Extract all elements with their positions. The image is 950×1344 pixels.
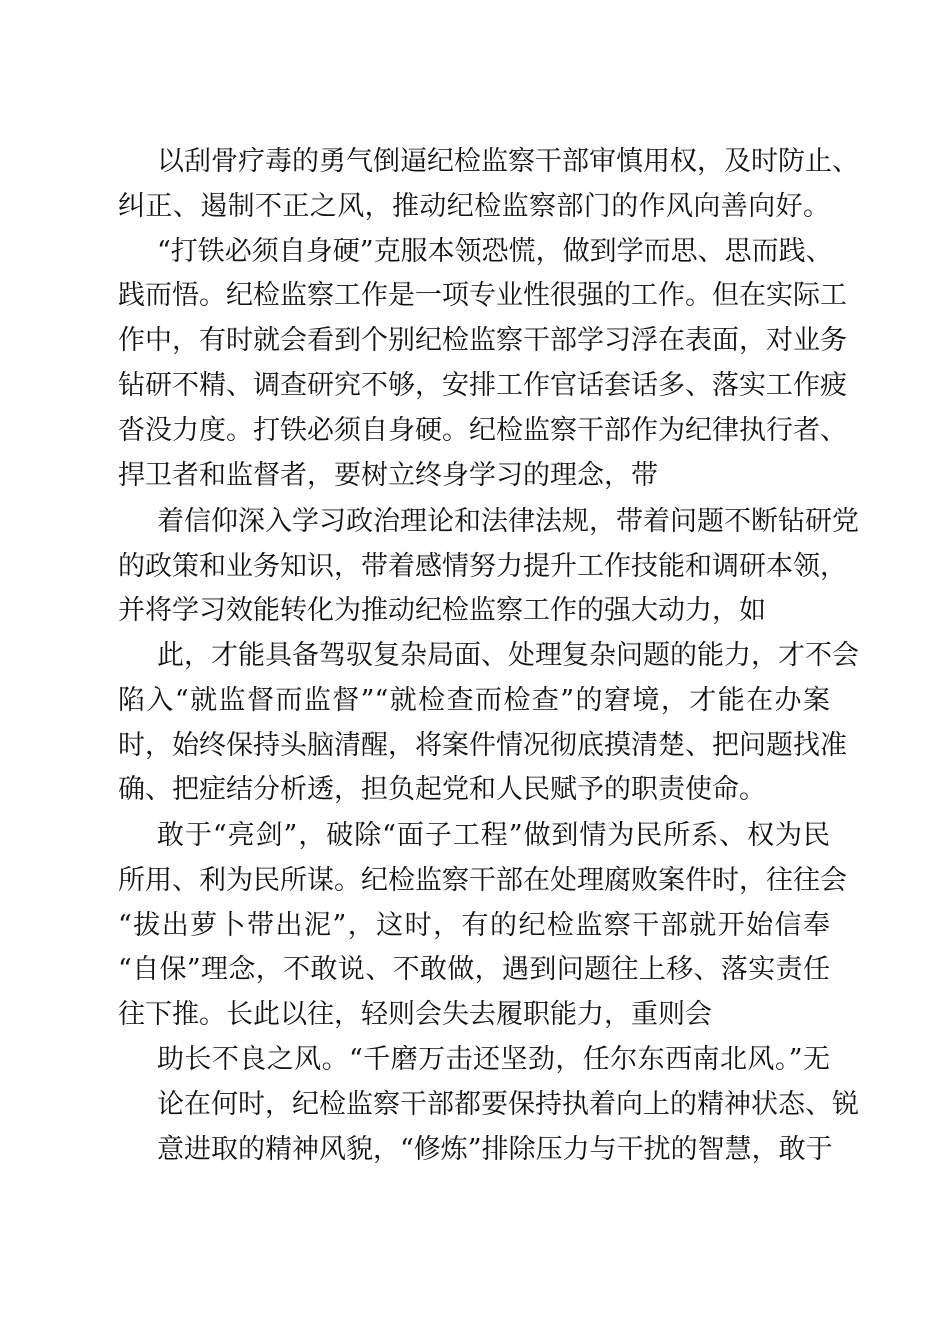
text-line: 的政策和业务知识，带着感情努力提升工作技能和调研本领，: [118, 551, 847, 582]
text-line: 所用、利为民所谋。纪检监察干部在处理腐败案件时，往往会: [118, 865, 847, 896]
text-line: 捍卫者和监督者，要树立终身学习的理念，带: [118, 460, 658, 491]
text-line: 往下推。长此以往，轻则会失去履职能力，重则会: [118, 999, 712, 1030]
text-line: 论在何时，纪检监察干部都要保持执着向上的精神状态、锐: [157, 1089, 859, 1120]
text-line: 助长不良之风。“千磨万击还坚劲，任尔东西南北风。”无: [157, 1044, 830, 1075]
text-line: “打铁必须自身硬”克服本领恐慌，做到学而思、思而践、: [157, 236, 833, 267]
text-line: 沓没力度。打铁必须自身硬。纪检监察干部作为纪律执行者、: [118, 415, 847, 446]
text-line: “拔出萝卜带出泥”，这时，有的纪检监察干部就开始信奉: [118, 910, 830, 941]
text-line: 以刮骨疗毒的勇气倒逼纪检监察干部审慎用权，及时防止、: [157, 146, 859, 177]
text-line: 作中，有时就会看到个别纪检监察干部学习浮在表面，对业务: [118, 325, 847, 356]
text-line: “自保”理念，不敢说、不敢做，遇到问题往上移、落实责任: [118, 954, 830, 985]
text-line: 践而悟。纪检监察工作是一项专业性很强的工作。但在实际工: [118, 280, 847, 311]
text-line: 并将学习效能转化为推动纪检监察工作的强大动力，如: [118, 595, 766, 626]
text-line: 着信仰深入学习政治理论和法律法规，带着问题不断钻研党: [157, 506, 859, 537]
text-line: 此，才能具备驾驭复杂局面、处理复杂问题的能力，才不会: [157, 640, 859, 671]
text-line: 纠正、遏制不正之风，推动纪检监察部门的作风向善向好。: [118, 191, 830, 222]
text-line: 意进取的精神风貌，“修炼”排除压力与干扰的智慧，敢于: [157, 1134, 833, 1165]
text-line: 敢于“亮剑”，破除“面子工程”做到情为民所系、权为民: [157, 820, 830, 851]
text-line: 陷入“就监督而监督”“就检查而检查”的窘境，才能在办案: [118, 685, 830, 716]
text-line: 确、把症结分析透，担负起党和人民赋予的职责使命。: [118, 774, 766, 805]
text-line: 时，始终保持头脑清醒，将案件情况彻底摸清楚、把问题找准: [118, 730, 847, 761]
text-line: 钻研不精、调查研究不够，安排工作官话套话多、落实工作疲: [118, 370, 847, 401]
